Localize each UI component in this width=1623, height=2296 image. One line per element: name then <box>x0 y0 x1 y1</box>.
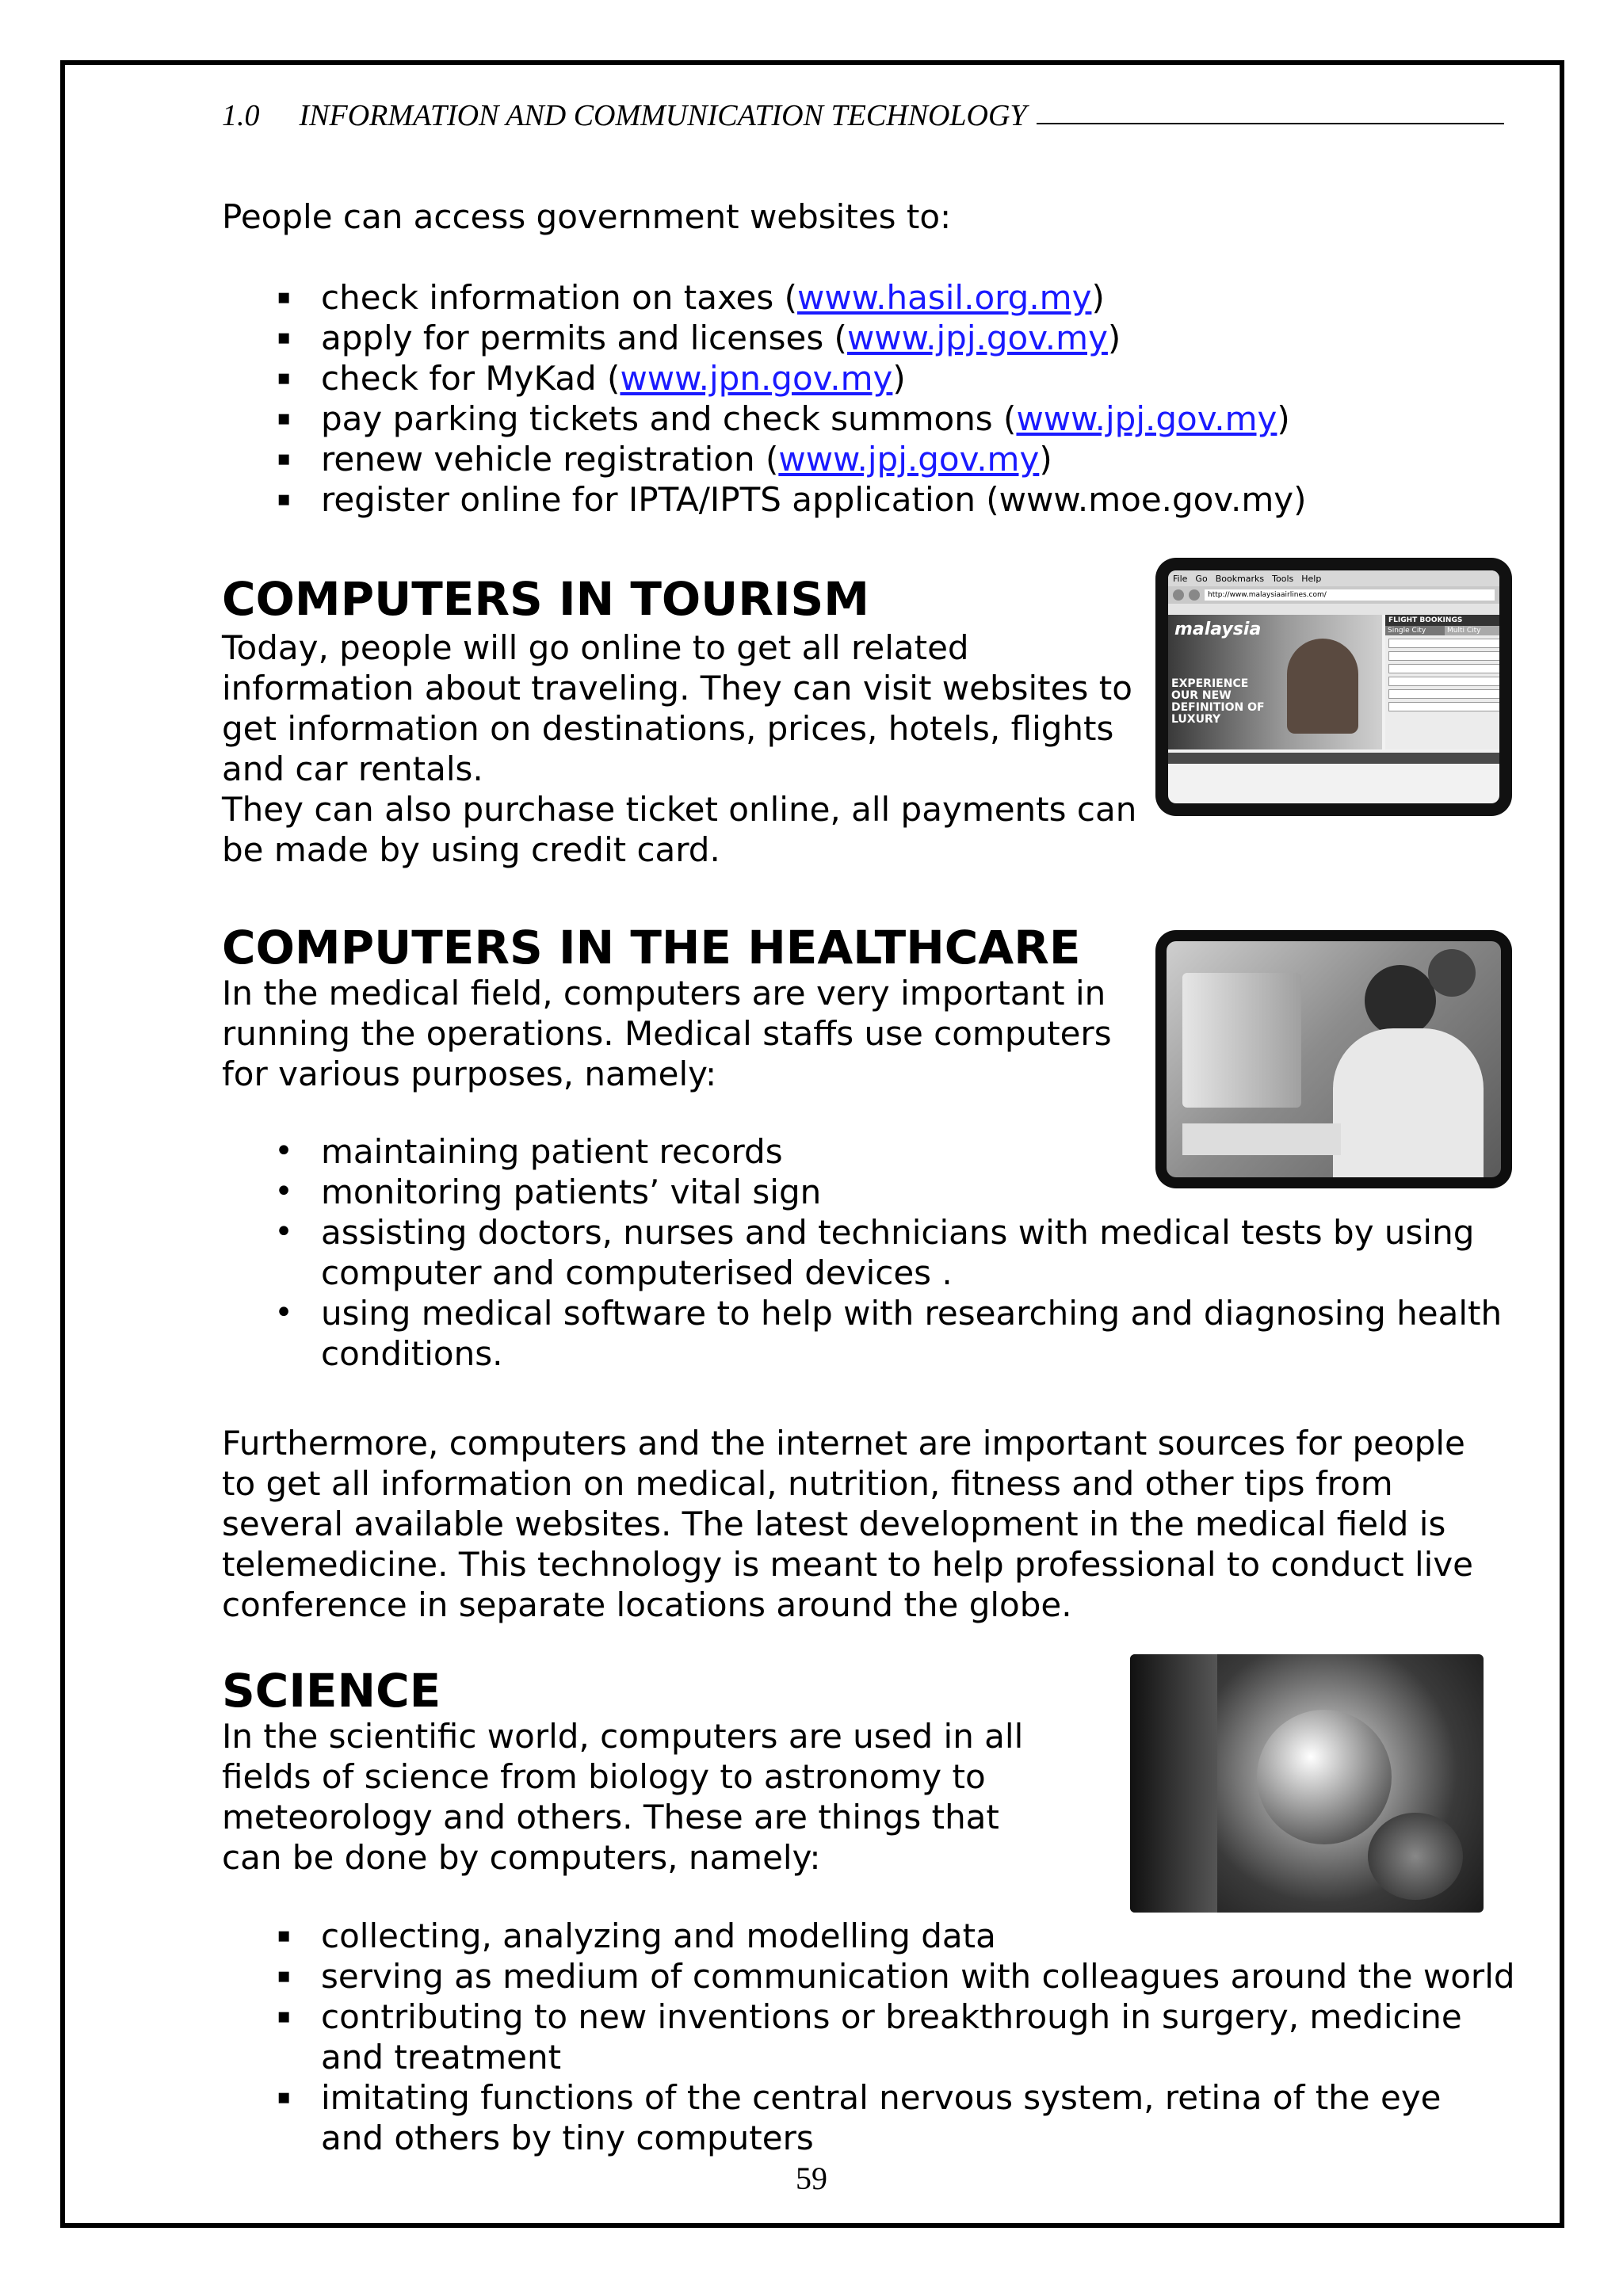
monitor-shape <box>1182 973 1301 1108</box>
science-line: fields of science from biology to astronomy to <box>222 1757 986 1796</box>
address-bar: http://www.malaysiaairlines.com/ <box>1205 589 1495 601</box>
gov-website-list <box>222 277 1306 520</box>
science-item <box>222 1997 1515 2077</box>
gov-website-link[interactable]: www.jpj.gov.my <box>846 318 1108 357</box>
tourism-line: information about traveling. They can visit websites to <box>222 669 1132 707</box>
science-line: In the scientific world, computers are used in all <box>222 1717 1024 1756</box>
square-bullet-icon: ▪ <box>277 406 291 430</box>
chapter-title: INFORMATION AND COMMUNICATION TECHNOLOGY <box>299 99 1027 132</box>
gov-item <box>222 439 1306 479</box>
gov-item <box>222 277 1306 318</box>
science-line: can be done by computers, namely: <box>222 1838 821 1877</box>
tourism-line: Today, people will go online to get all related <box>222 628 969 667</box>
intro-text: People can access government websites to: <box>222 197 952 236</box>
healthcare-line: running the operations. Medical staffs use computers <box>222 1014 1112 1053</box>
gov-item-closing: ) <box>1107 318 1121 357</box>
browser-toolbar <box>1168 586 1499 604</box>
menu-file: File <box>1173 573 1188 584</box>
square-bullet-icon: ▪ <box>277 326 291 349</box>
banner-text: EXPERIENCE OUR NEW DEFINITION OF LUXURY <box>1171 677 1265 726</box>
tourism-line: and car rentals. <box>222 749 483 788</box>
page-number: 59 <box>796 2161 827 2196</box>
gov-item-closing: ) <box>1091 278 1105 317</box>
square-bullet-icon: ▪ <box>277 2004 291 2028</box>
science-item-text: imitating functions of the central nervous system, retina of the eye <box>321 2078 1442 2117</box>
malaysia-logo: malaysia <box>1174 620 1262 639</box>
menu-tools: Tools <box>1272 573 1294 584</box>
healthcare-item <box>222 1131 1502 1172</box>
gov-item-closing: ) <box>892 359 906 398</box>
person-head <box>1365 965 1436 1036</box>
tourism-heading: COMPUTERS IN TOURISM <box>222 572 870 626</box>
browser-menu-bar <box>1168 570 1499 586</box>
healthcare-item-text: computer and computerised devices . <box>321 1253 953 1292</box>
gov-item <box>222 479 1306 520</box>
science-globe-photo <box>1130 1654 1484 1913</box>
healthcare-line: for various purposes, namely: <box>222 1055 717 1093</box>
furthermore-paragraph <box>222 1423 1473 1625</box>
square-bullet-icon: ▪ <box>277 1924 291 1947</box>
chapter-number: 1.0 <box>222 99 260 132</box>
gov-website-link[interactable]: www.hasil.org.my <box>796 278 1092 317</box>
gov-website-link[interactable]: www.jpj.gov.my <box>1016 399 1277 438</box>
gov-item <box>222 399 1306 439</box>
science-heading: SCIENCE <box>222 1664 441 1718</box>
science-item-text: serving as medium of communication with colleagues around the world <box>321 1957 1515 1996</box>
photo-left-shade <box>1130 1654 1217 1913</box>
tab-single-city: Single City <box>1385 626 1445 635</box>
tab-multi-city: Multi City <box>1445 626 1499 635</box>
gov-item <box>222 318 1306 358</box>
gov-item-text: check information on taxes ( <box>321 278 797 317</box>
banner-image <box>1168 615 1382 749</box>
square-bullet-icon: ▪ <box>277 366 291 390</box>
healthcare-uses-list <box>222 1131 1502 1374</box>
healthcare-paragraph <box>222 973 1112 1094</box>
science-line: meteorology and others. These are things that <box>222 1798 999 1836</box>
healthcare-item-text: maintaining patient records <box>321 1132 783 1171</box>
healthcare-item-text: using medical software to help with researching and diagnosing health <box>321 1294 1503 1333</box>
square-bullet-icon: ▪ <box>277 447 291 471</box>
gov-item-text: apply for permits and licenses ( <box>321 318 847 357</box>
round-bullet-icon: • <box>274 1173 293 1210</box>
gov-item <box>222 358 1306 399</box>
square-bullet-icon: ▪ <box>277 2085 291 2109</box>
science-item <box>222 1956 1515 1997</box>
round-bullet-icon: • <box>274 1214 293 1250</box>
round-bullet-icon: • <box>274 1295 293 1331</box>
healthcare-item <box>222 1172 1502 1212</box>
square-bullet-icon: ▪ <box>277 1964 291 1988</box>
furthermore-line: several available websites. The latest development in the medical field is <box>222 1505 1446 1543</box>
healthcare-heading: COMPUTERS IN THE HEALTHCARE <box>222 921 1081 974</box>
science-paragraph <box>222 1716 1023 1878</box>
gov-item-text: pay parking tickets and check summons ( <box>321 399 1017 438</box>
furthermore-line: Furthermore, computers and the internet are important sources for people <box>222 1424 1465 1463</box>
gov-item-closing: ) <box>1039 440 1052 479</box>
square-bullet-icon: ▪ <box>277 285 291 309</box>
science-uses-list <box>222 1916 1515 2158</box>
science-item-text: and others by tiny computers <box>321 2119 814 2157</box>
science-item <box>222 2077 1515 2158</box>
healthcare-item <box>222 1212 1502 1293</box>
gov-website-link[interactable]: www.jpn.gov.my <box>620 359 893 398</box>
chapter-header <box>222 98 1504 133</box>
menu-go: Go <box>1195 573 1208 584</box>
flight-bookings-title: FLIGHT BOOKINGS <box>1385 615 1499 626</box>
science-item-text: and treatment <box>321 2038 562 2077</box>
tourism-paragraph <box>222 627 1136 870</box>
science-item-text: contributing to new inventions or breakthrough in surgery, medicine <box>321 1997 1462 2036</box>
menu-help: Help <box>1301 573 1322 584</box>
round-bullet-icon: • <box>274 1133 293 1169</box>
globe-icon <box>1257 1710 1392 1844</box>
gov-item-closing: ) <box>1277 399 1290 438</box>
square-bullet-icon: ▪ <box>277 487 291 511</box>
gov-website-link[interactable]: www.jpj.gov.my <box>778 440 1040 479</box>
stewardess-figure <box>1287 639 1358 734</box>
tourism-line: be made by using credit card. <box>222 830 720 869</box>
site-nav-bar <box>1168 753 1499 764</box>
furthermore-line: telemedicine. This technology is meant to help professional to conduct live <box>222 1545 1474 1584</box>
lens-shape <box>1368 1813 1463 1900</box>
header-rule <box>1037 123 1504 124</box>
gov-item-text: renew vehicle registration ( <box>321 440 779 479</box>
furthermore-line: to get all information on medical, nutrition, fitness and other tips from <box>222 1464 1393 1503</box>
tourism-line: They can also purchase ticket online, all payments can <box>222 790 1137 829</box>
healthcare-item-text: monitoring patients’ vital sign <box>321 1173 822 1211</box>
bookmarks-bar <box>1168 604 1499 615</box>
tourism-line: get information on destinations, prices, hotels, flights <box>222 709 1114 748</box>
gov-item-text: check for MyKad ( <box>321 359 621 398</box>
nurse-head <box>1428 949 1476 997</box>
science-item <box>222 1916 1515 1956</box>
science-item-text: collecting, analyzing and modelling data <box>321 1917 996 1955</box>
healthcare-item-text: assisting doctors, nurses and technicians with medical tests by using <box>321 1213 1475 1252</box>
flight-booking-panel <box>1385 615 1499 749</box>
healthcare-item <box>222 1293 1502 1374</box>
furthermore-line: conference in separate locations around the globe. <box>222 1585 1072 1624</box>
airline-website-screenshot <box>1155 558 1512 816</box>
back-icon <box>1173 589 1184 601</box>
menu-bookmarks: Bookmarks <box>1215 573 1265 584</box>
healthcare-line: In the medical field, computers are very important in <box>222 974 1106 1013</box>
forward-icon <box>1189 589 1200 601</box>
healthcare-item-text: conditions. <box>321 1334 503 1373</box>
gov-item-text: register online for IPTA/IPTS application (www.moe.gov.my) <box>321 480 1307 519</box>
